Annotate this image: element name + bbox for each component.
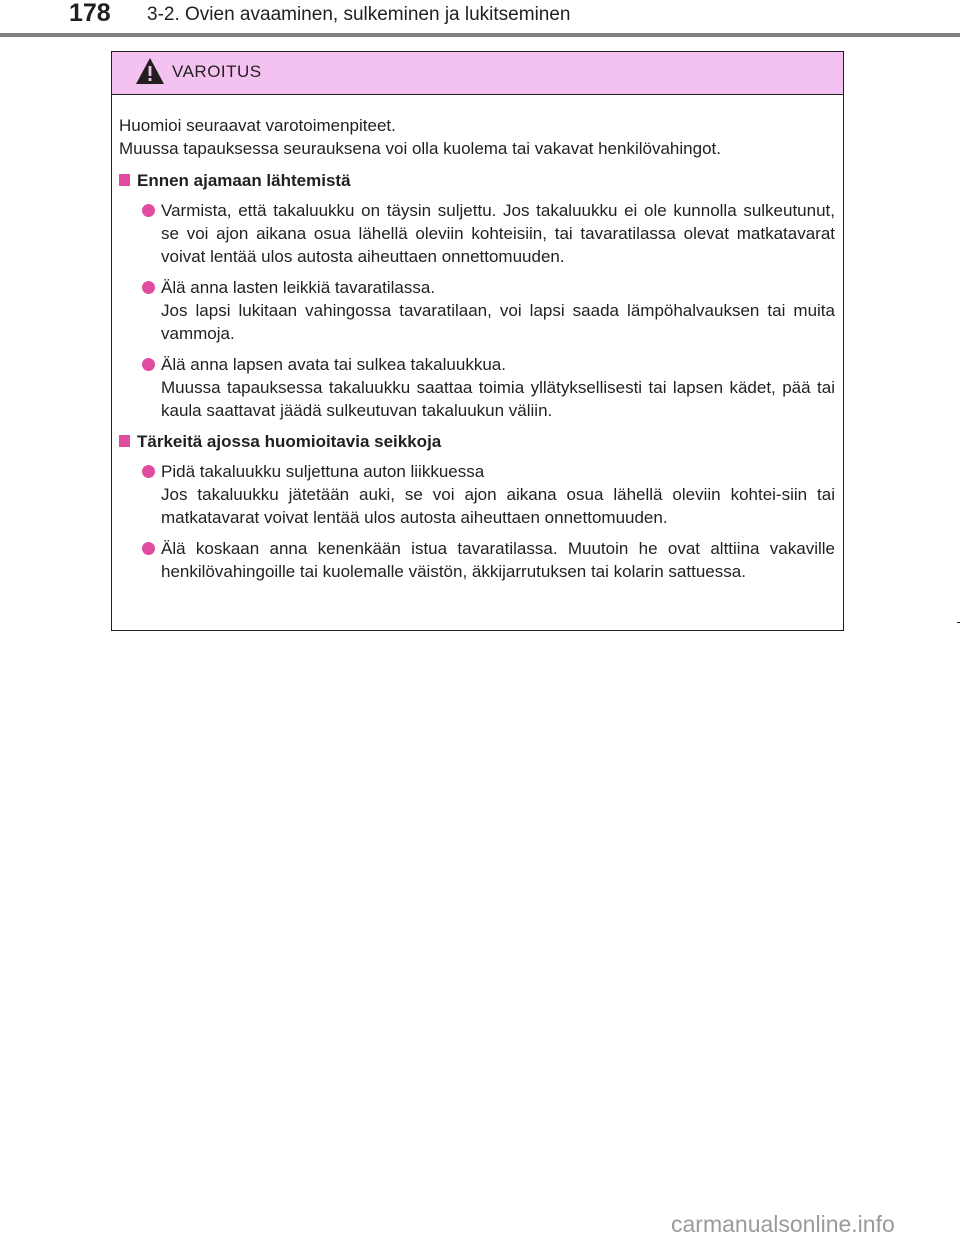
list-item: Varmista, että takaluukku on täysin suljettu. Jos takaluukku ei ole kunnolla sulkeutunut, se voi ajon aikana osua lähellä oleviin kohteisiin, tai tavaratilassa olevat matkatavarat voivat lentää ulos autosta aiheuttaen onnettomuuden. <box>119 199 835 268</box>
intro-line: Muussa tapauksessa seurauksena voi olla kuolema tai vakavat henkilövahingot. <box>119 139 721 158</box>
round-bullet-icon <box>142 465 155 478</box>
square-bullet-icon <box>119 435 130 447</box>
intro-line: Huomioi seuraavat varotoimenpiteet. <box>119 116 396 135</box>
chapter-title: 3-2. Ovien avaaminen, sulkeminen ja lukitseminen <box>147 4 571 25</box>
list-item: Pidä takaluukku suljettuna auton liikkuessa Jos takaluukku jätetään auki, se voi ajon aikana osua lähellä oleviin kohtei-siin tai matkatavarat voivat lentää ulos autosta aiheuttaen onnettomuuden. <box>119 460 835 529</box>
warning-label: VAROITUS <box>172 62 262 81</box>
square-bullet-icon <box>119 174 130 186</box>
round-bullet-icon <box>142 358 155 371</box>
warning-box <box>111 51 844 631</box>
list-item: Älä anna lapsen avata tai sulkea takaluukkua. Muussa tapauksessa takaluukku saattaa toimia yllätyksellisesti tai lapsen kädet, pää tai kaula saattavat jäädä sulkeutuvan takaluukun väliin. <box>119 353 835 422</box>
list-item: Älä koskaan anna kenenkään istua tavaratilassa. Muutoin he ovat alttiina vakaville henkilövahingoille tai kuolemalle väistön, äkkijarrutuksen tai kolarin sattuessa. <box>119 537 835 583</box>
section-heading: Ennen ajamaan lähtemistä <box>119 169 835 192</box>
page-header <box>0 0 960 40</box>
list-item: Älä anna lasten leikkiä tavaratilassa. Jos lapsi lukitaan vahingossa tavaratilaan, voi lapsi saada lämpöhalvauksen tai muita vammoja. <box>119 276 835 345</box>
round-bullet-icon <box>142 281 155 294</box>
warning-body <box>119 114 835 591</box>
warning-intro <box>119 114 835 160</box>
round-bullet-icon <box>142 204 155 217</box>
header-rule <box>0 33 960 37</box>
warning-triangle-icon <box>135 57 165 85</box>
round-bullet-icon <box>142 542 155 555</box>
section-heading: Tärkeitä ajossa huomioitavia seikkoja <box>119 430 835 453</box>
warning-header <box>112 52 843 95</box>
watermark: carmanualsonline.info <box>671 1211 895 1237</box>
page-number: 178 <box>69 0 111 27</box>
